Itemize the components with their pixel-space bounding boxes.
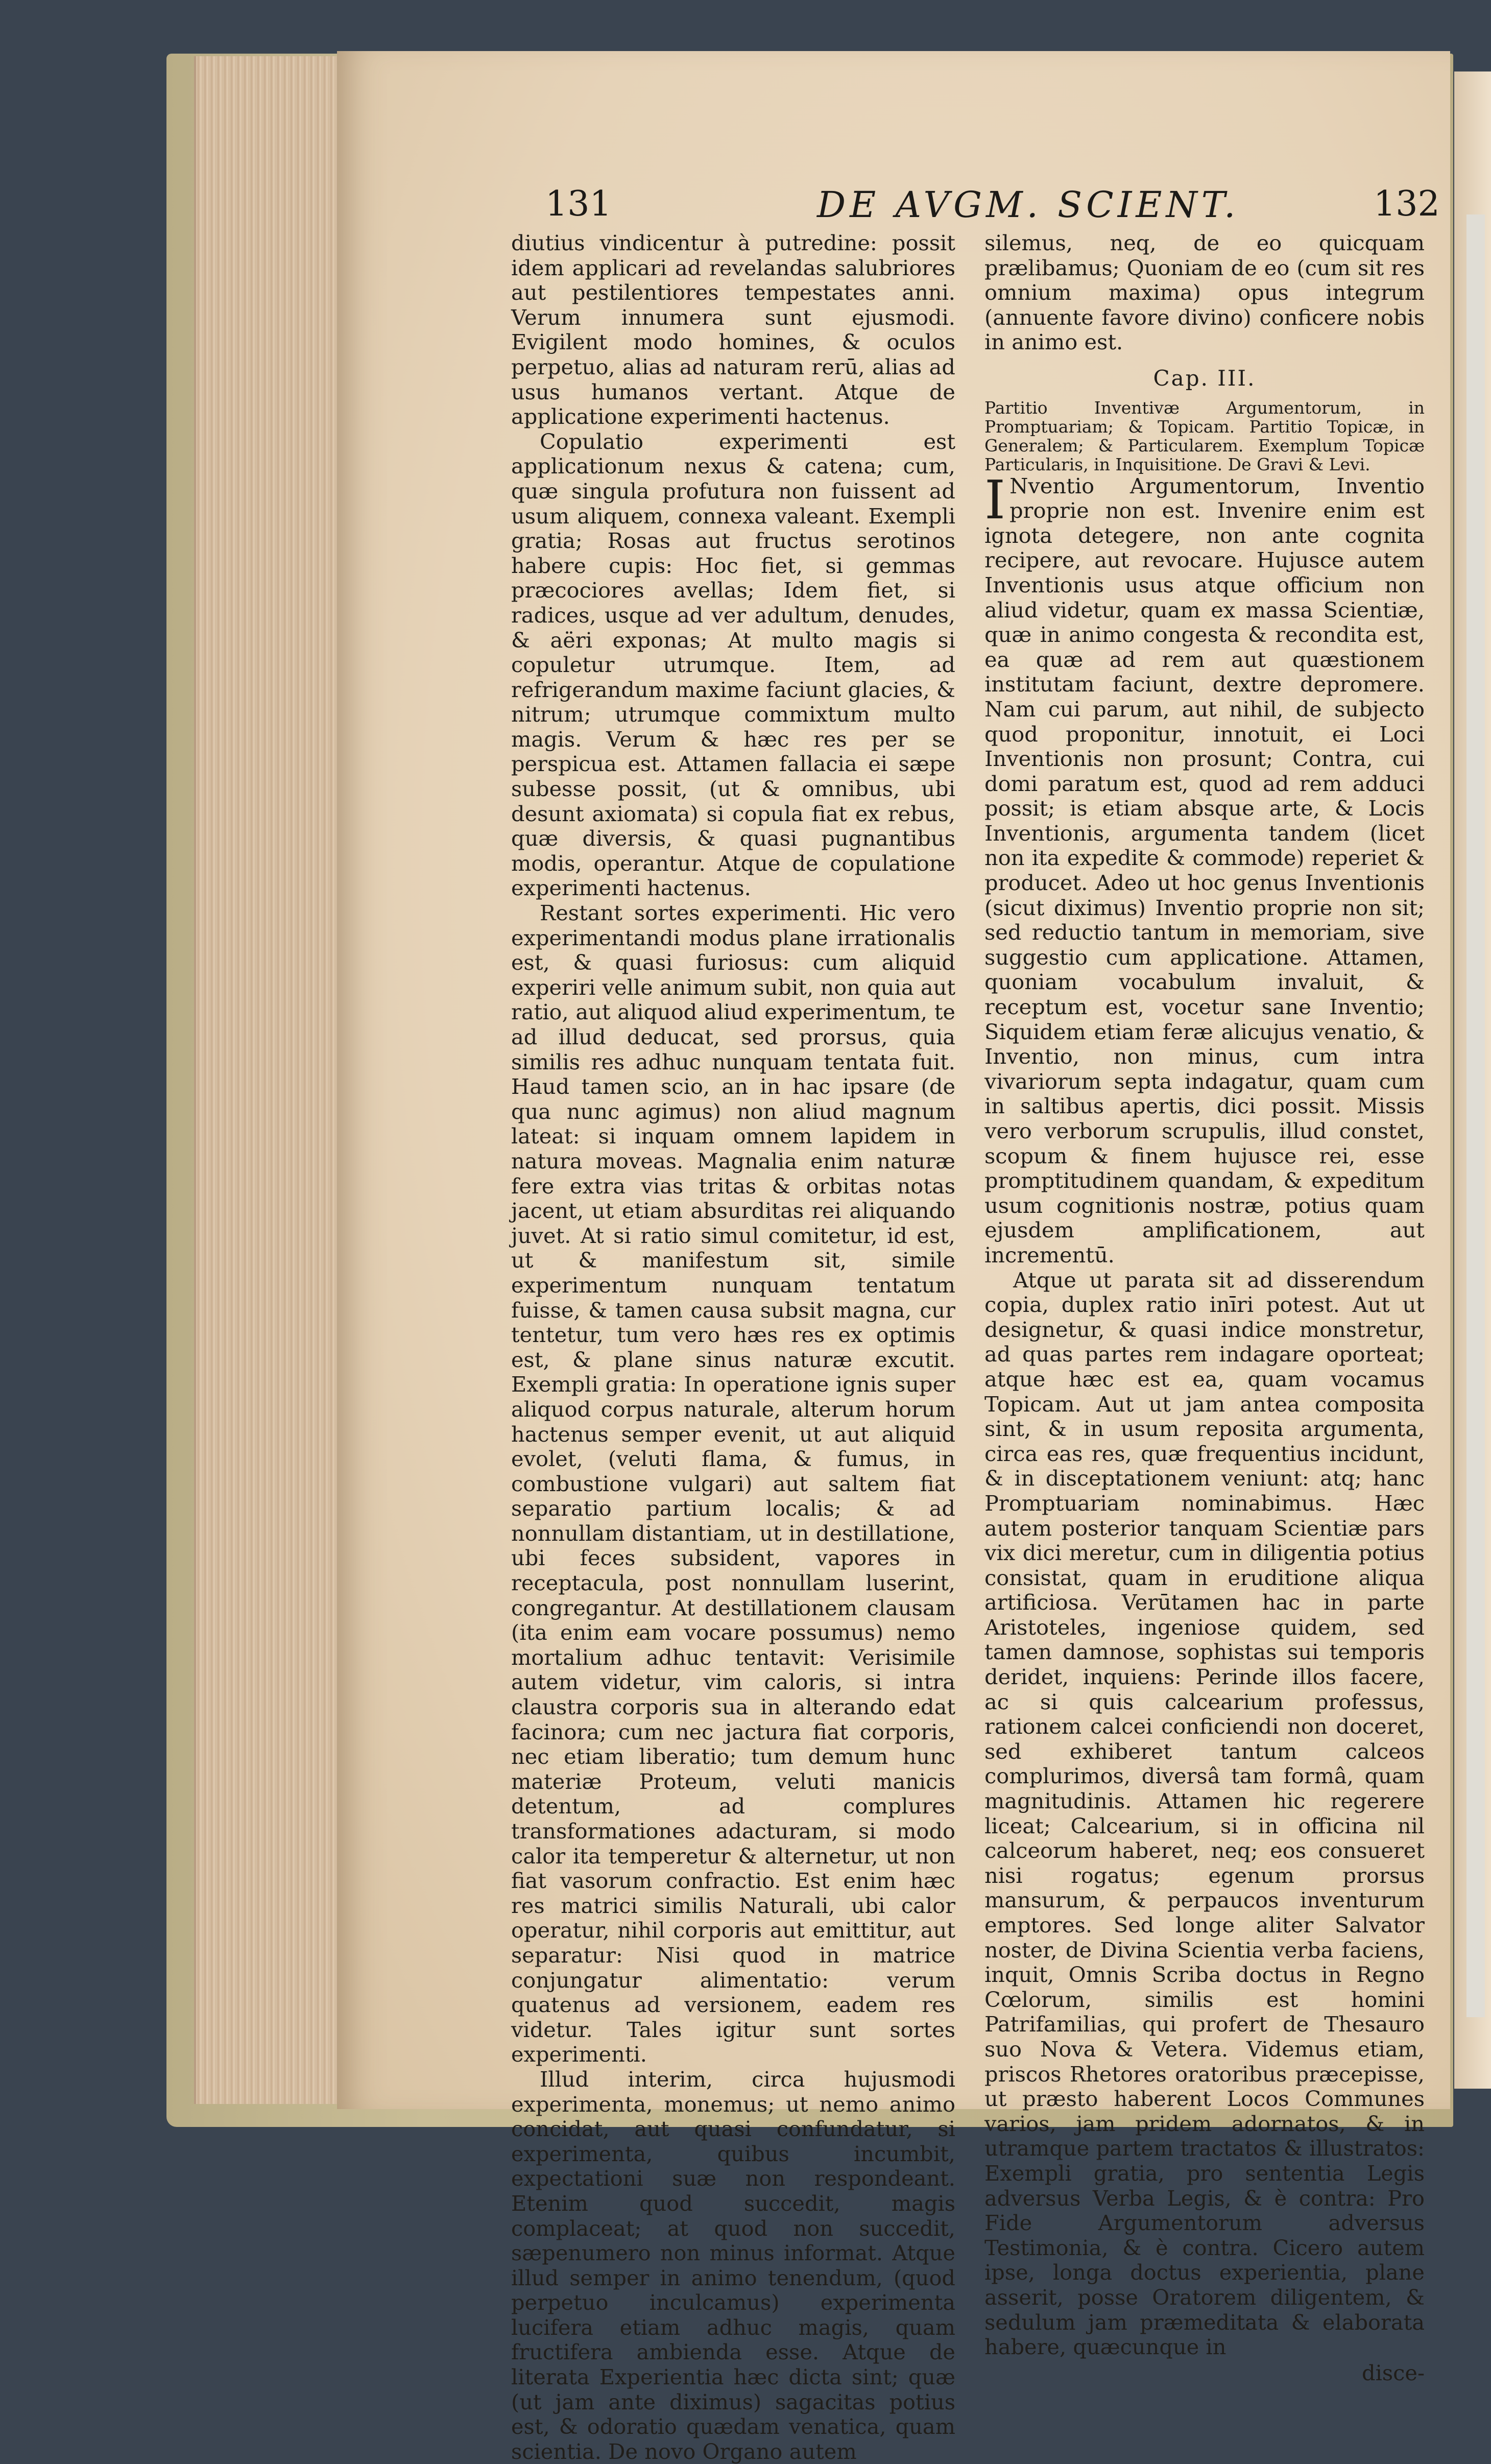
right-intro-paragraph: silemus, neq, de eo quicquam prælibamus; Quoniam de eo (cum sit res omnium maxima) opus integrum (annuente favore divino) conficere nobis in animo est.: [984, 230, 1425, 355]
left-text-column: [511, 231, 955, 2464]
running-title: DE AVGM. SCIENT.: [817, 184, 1240, 226]
left-paragraph-3: Restant sortes experimenti. Hic vero experimentandi modus plane irrationalis est, & quasi furiosus: cum aliquid experiri velle animum subit, non quia aut ratio, aut aliquod aliud experimentum, te ad illud deducat, sed prorsus, quia similis res adhuc nunquam tentata fuit. Haud tamen scio, an in hac ipsare (de qua nunc agimus) non aliud magnum lateat: si inquam omnem lapidem in natura moveas. Magnalia enim naturæ fere extra vias tritas & orbitas notas jacent, ut etiam absurditas rei aliquando juvet. At si ratio simul comitetur, id est, ut & manifestum sit, simile experimentum nunquam tentatum fuisse, & tamen causa subsit magna, cur tentetur, tum vero hæs res ex optimis est, & plane sinus naturæ excutit. Exempli gratia: In operatione ignis super aliquod corpus naturale, alterum horum hactenus semper evenit, ut aut aliquid evolet, (veluti flama, & fumus, in combustione vulgari) aut saltem fiat separatio partium localis; & ad nonnullam distantiam, ut in destillatione, ubi feces subsident, vapores in receptacula, post nonnullam luserint, congregantur. At destillationem clausam (ita enim eam vocare possumus) nemo mortalium adhuc tentavit: Verisimile autem videtur, vim caloris, si intra claustra corporis sua in alterando edat facinora; cum nec jactura fiat corporis, nec etiam liberatio; tum demum hunc materiæ Proteum, veluti manicis detentum, ad complures transformationes adacturam, si modo calor ita temperetur & alternetur, ut non fiat vasorum confractio. Est enim hæc res matrici similis Naturali, ubi calor operatur, nihil corporis aut emittitur, aut separatur: Nisi quod in matrice conjungatur alimentatio: verum quatenus ad versionem, eadem res videtur. Tales igitur sunt sortes experimenti.: [511, 900, 955, 2067]
right-paragraph-1-text: Nventio Argumentorum, Inventio proprie non est. Invenire enim est ignota detegere, non ante cognita recipere, aut revocare. Hujusce autem Inventionis usus atque officium non aliud videtur, quam ex massa Scientiæ, quæ in animo congesta & recondita est, ea quæ ad rem aut quæstionem institutam faciunt, dextre depromere. Nam cui parum, aut nihil, de subjecto quod proponitur, innotuit, ei Loci Inventionis non prosunt; Contra, cui domi paratum est, quod ad rem adduci possit; is etiam absque arte, & Locis Inventionis, argumenta tandem (licet non ita expedite & commode) reperiet & producet. Adeo ut hoc genus Inventionis (sicut diximus) Inventio proprie non sit; sed reductio tantum in memoriam, sive suggestio cum applicatione. Attamen, quoniam vocabulum invaluit, & receptum est, vocetur sane Inventio; Siquidem etiam feræ alicujus venatio, & Inventio, non minus, cum intra vivariorum septa indagatur, quam cum in saltibus apertis, dici possit. Missis vero verborum scrupulis, illud constet, scopum & finem hujusce rei, esse promptitudinem quandam, & expeditum usum cognitionis nostræ, potius quam ejusdem amplificationem, aut incrementū.: [984, 473, 1425, 1267]
drop-initial: I: [984, 468, 1006, 531]
chapter-heading: Cap. III.: [1153, 365, 1256, 391]
right-paragraph-1: [984, 468, 1425, 1268]
left-page-number: 131: [545, 184, 612, 224]
catchword: disce-: [1362, 2360, 1425, 2385]
page-edges: [194, 56, 342, 2104]
left-paragraph-1: diutius vindicentur à putredine: possit idem applicari ad revelandas salubriores aut pestilentiores tempestates anni. Verum innumera sunt ejusmodi. Evigilent modo homines, & oculos perpetuo, alias ad naturam rerū, alias ad usus humanos vertant. Atque de applicatione experimenti hactenus.: [511, 230, 955, 429]
chapter-summary: Partitio Inventivæ Argumentorum, in Promptuariam; & Topicam. Partitio Topicæ, in Generalem; & Particularem. Exemplum Topicæ Particularis, in Inquisitione. De Gravi & Levi.: [984, 397, 1425, 474]
right-page-number: 132: [1374, 184, 1440, 224]
right-text-column: [984, 231, 1425, 2385]
scan-color-strip: [1466, 214, 1485, 2017]
right-paragraph-2: Atque ut parata sit ad disserendum copia, duplex ratio inīri potest. Aut ut designetur, & quasi indice monstretur, ad quas partes rem indagare oporteat; atque hæc est ea, quam vocamus Topicam. Aut ut jam antea composita sint, & in usum reposita argumenta, circa eas res, quæ frequentius incidunt, & in disceptationem veniunt: atq; hanc Promptuariam nominabimus. Hæc autem posterior tanquam Scientiæ pars vix dici meretur, cum in diligentia potius consistat, quam in eruditione aliqua artificiosa. Verūtamen hac in parte Aristoteles, ingeniose quidem, sed tamen damnose, sophistas sui temporis deridet, inquiens: Perinde illos facere, ac si quis calcearium professus, rationem calcei conficiendi non doceret, sed exhiberet tantum calceos complurimos, diversâ tam formâ, quam magnitudinis. Attamen hic regerere liceat; Calcearium, si in officina nil calceorum haberet, neq; eos consueret nisi rogatus; egenum prorsus mansurum, & perpaucos inventurum emptores. Sed longe aliter Salvator noster, de Divina Scientia verba faciens, inquit, Omnis Scriba doctus in Regno Cœlorum, similis est homini Patrifamilias, qui profert de Thesauro suo Nova & Vetera. Videmus etiam, priscos Rhetores oratoribus præcepisse, ut præsto haberent Locos Communes varios, jam pridem adornatos, & in utramque partem tractatos & illustratos: Exempli gratia, pro sententia Legis adversus Verba Legis, & è contra: Pro Fide Argumentorum adversus Testimonia, & è contra. Cicero autem ipse, longa doctus experientia, plane asserit, posse Oratorem diligentem, & sedulum jam præmeditata & elaborata habere, quæcunque in: [984, 1267, 1425, 2360]
left-paragraph-2: Copulatio experimenti est applicationum nexus & catena; cum, quæ singula profutura non fuissent ad usum aliquem, connexa valeant. Exempli gratia; Rosas aut fructus serotinos habere cupis: Hoc fiet, si gemmas præcociores avellas; Idem fiet, si radices, usque ad ver adultum, denudes, & aëri exponas; At multo magis si copuletur utrumque. Item, ad refrigerandum maxime faciunt glacies, & nitrum; utrumque commixtum multo magis. Verum & hæc res per se perspicua est. Attamen fallacia ei sæpe subesse possit, (ut & omnibus, ubi desunt axiomata) si copula fiat ex rebus, quæ diversis, & quasi pugnantibus modis, operantur. Atque de copulatione experimenti hactenus.: [511, 428, 955, 901]
left-paragraph-4: Illud interim, circa hujusmodi experimenta, monemus; ut nemo animo concidat, aut quasi confundatur, si experimenta, quibus incumbit, expectationi suæ non respondeant. Etenim quod succedit, magis complaceat; at quod non succedit, sæpenumero non minus informat. Atque illud semper in animo tenendum, (quod perpetuo inculcamus) experimenta lucifera etiam adhuc magis, quam fructifera ambienda esse. Atque de literata Experientia hæc dicta sint; quæ (ut jam ante diximus) sagacitas potius est, & odoratio quædam venatica, quam scientia. De novo Organo autem: [511, 2066, 955, 2464]
